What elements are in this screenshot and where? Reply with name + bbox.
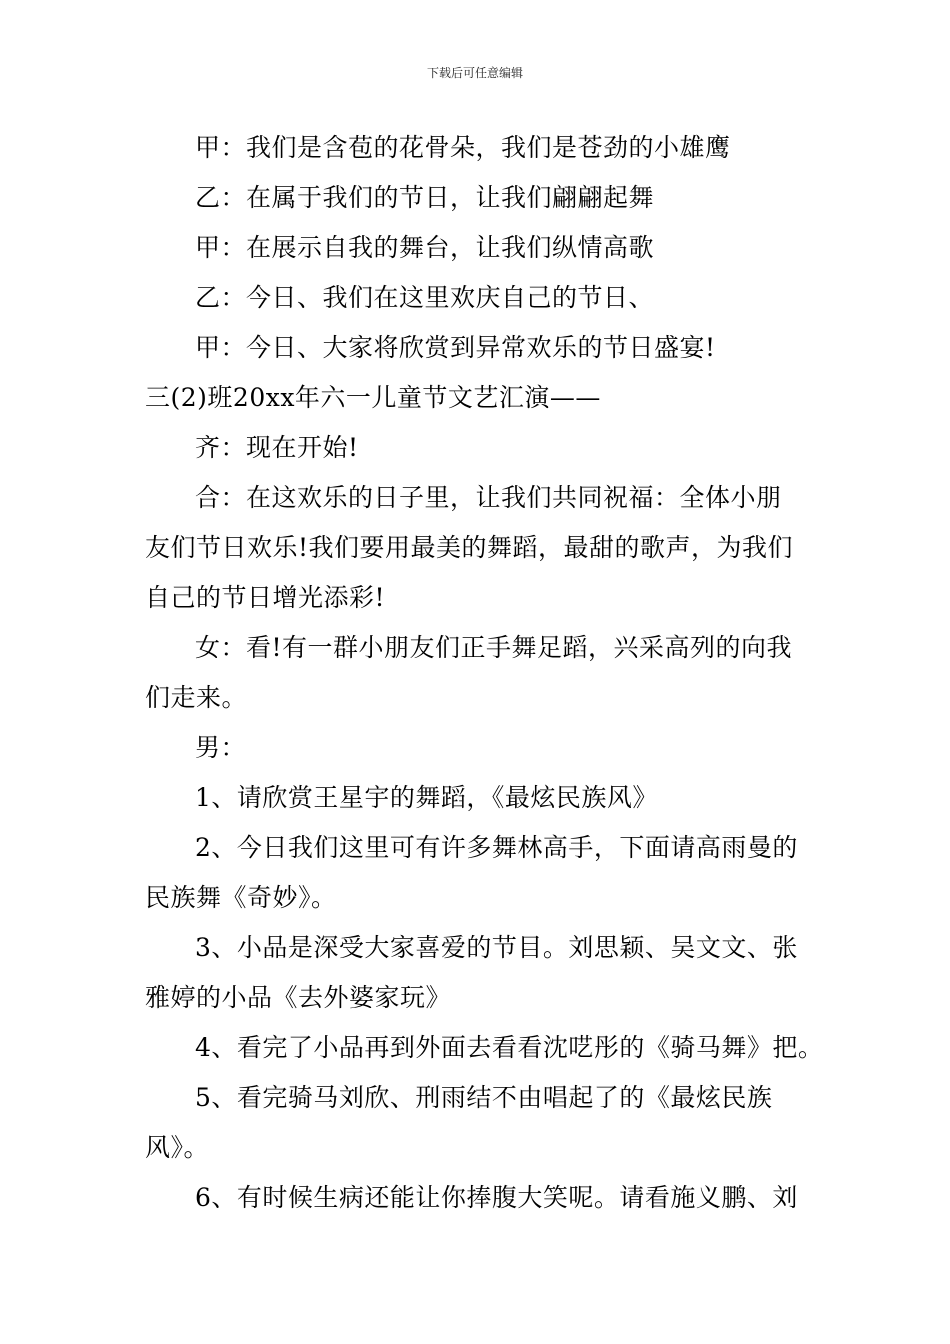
text-line: 乙：今日、我们在这里欢庆自己的节日、 [195, 283, 655, 312]
text-line: 民族舞《奇妙》。 [145, 883, 337, 912]
text-line: 齐：现在开始! [195, 433, 359, 462]
text-line: 2、今日我们这里可有许多舞林高手，下面请高雨曼的 [195, 833, 798, 862]
text-line: 甲：我们是含苞的花骨朵，我们是苍劲的小雄鹰 [195, 133, 731, 162]
text-line: 6、有时候生病还能让你捧腹大笑呢。请看施义鹏、刘 [195, 1183, 798, 1212]
page-header: 下载后可任意编辑 [426, 66, 523, 80]
text-line: 1、请欣赏王星宇的舞蹈，《最炫民族风》 [195, 783, 658, 812]
text-line: 合：在这欢乐的日子里，让我们共同祝福：全体小朋 [195, 483, 782, 512]
text-line: 甲：在展示自我的舞台，让我们纵情高歌 [195, 233, 655, 262]
text-line: 风》。 [145, 1133, 210, 1162]
text-line: 友们节日欢乐!我们要用最美的舞蹈，最甜的歌声，为我们 [145, 533, 794, 562]
text-line: 乙：在属于我们的节日，让我们翩翩起舞 [195, 183, 655, 212]
document-body [145, 123, 824, 1223]
text-line: 4、看完了小品再到外面去看看沈呓彤的《骑马舞》把。 [195, 1033, 824, 1062]
text-line: 雅婷的小品《去外婆家玩》 [145, 983, 452, 1012]
text-line: 甲：今日、大家将欣赏到异常欢乐的节日盛宴! [195, 333, 716, 362]
text-line: 女：看!有一群小朋友们正手舞足蹈，兴采高列的向我 [195, 633, 793, 662]
text-line: 5、看完骑马刘欣、刑雨结不由唱起了的《最炫民族 [195, 1083, 773, 1112]
text-line: 3、小品是深受大家喜爱的节目。刘思颖、吴文文、张 [195, 933, 798, 962]
text-line: 自己的节日增光添彩! [145, 583, 386, 612]
text-line: 男： [195, 733, 247, 762]
text-line: 三(2)班20xx年六一儿童节文艺汇演—— [145, 383, 601, 412]
text-line: 们走来。 [145, 683, 248, 712]
